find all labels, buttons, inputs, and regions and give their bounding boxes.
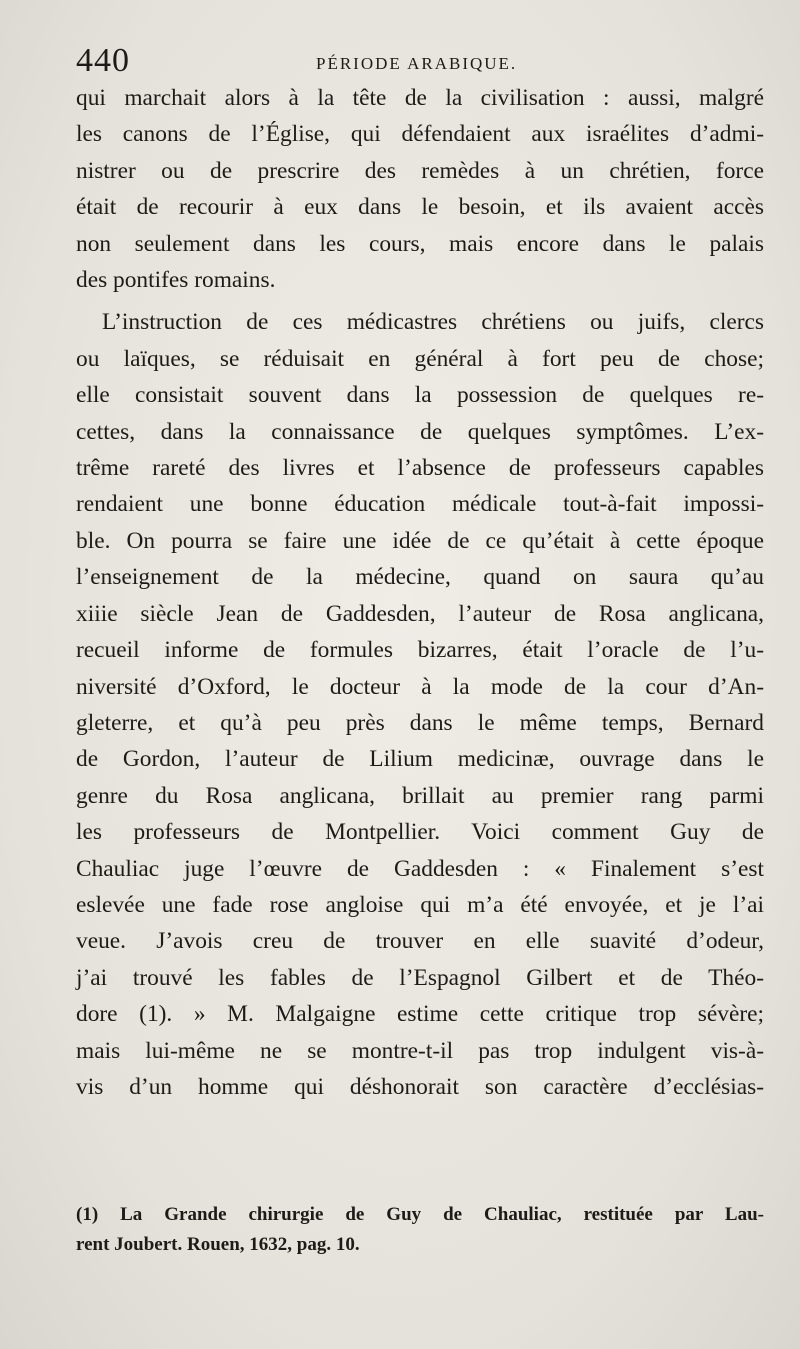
text-line: nistrer ou de prescrire des remèdes à un chrétien, force <box>76 157 764 184</box>
text-line: ble. On pourra se faire une idée de ce qu’était à cette époque <box>76 527 764 554</box>
text-line: était de recourir à eux dans le besoin, et ils avaient accès <box>76 194 764 221</box>
text-line: les professeurs de Montpellier. Voici comment Guy de <box>76 819 764 846</box>
text-line: Chauliac juge l’œuvre de Gaddesden : « Finalement s’est <box>76 855 764 882</box>
page-number: 440 <box>76 42 130 79</box>
text-line: genre du Rosa anglicana, brillait au premier rang parmi <box>76 782 764 809</box>
text-line: les canons de l’Église, qui défendaient aux israélites d’admi- <box>76 121 764 148</box>
text-line: gleterre, et qu’à peu près dans le même temps, Bernard <box>76 709 764 736</box>
paragraph-2 <box>76 304 764 1105</box>
text-line: veue. J’avois creu de trouver en elle suavité d’odeur, <box>76 928 764 955</box>
text-line: elle consistait souvent dans la possession de quelques re- <box>76 382 764 409</box>
text-line: recueil informe de formules bizarres, était l’oracle de l’u- <box>76 637 764 664</box>
text-line: vis d’un homme qui déshonorait son caractère d’ecclésias- <box>76 1073 764 1100</box>
running-head: PÉRIODE ARABIQUE. <box>316 54 518 73</box>
text-line: des pontifes romains. <box>76 267 276 294</box>
text-line: ou laïques, se réduisait en général à fort peu de chose; <box>76 345 764 372</box>
footnote-line: (1) La Grande chirurgie de Guy de Chauliac, restituée par Lau- <box>76 1204 764 1225</box>
body-text <box>76 80 764 1105</box>
text-line: L’instruction de ces médicastres chrétiens ou juifs, clercs <box>102 309 764 336</box>
text-line: cettes, dans la connaissance de quelques symptômes. L’ex- <box>76 418 764 445</box>
footnote <box>76 1200 764 1260</box>
page-header <box>76 42 766 82</box>
paragraph-1 <box>76 80 764 298</box>
text-line: dore (1). » M. Malgaigne estime cette critique trop sévère; <box>76 1001 764 1028</box>
text-line: l’enseignement de la médecine, quand on saura qu’au <box>76 564 764 591</box>
text-line: j’ai trouvé les fables de l’Espagnol Gilbert et de Théo- <box>76 964 764 991</box>
text-line: rendaient une bonne éducation médicale tout-à-fait impossi- <box>76 491 764 518</box>
text-line: niversité d’Oxford, le docteur à la mode de la cour d’An- <box>76 673 764 700</box>
text-line: qui marchait alors à la tête de la civilisation : aussi, malgré <box>76 85 764 111</box>
text-line: de Gordon, l’auteur de Lilium medicinæ, ouvrage dans le <box>76 746 764 773</box>
footnote-line: rent Joubert. Rouen, 1632, pag. 10. <box>76 1234 360 1255</box>
text-line: trême rareté des livres et l’absence de professeurs capables <box>76 455 764 482</box>
text-line: mais lui-même ne se montre-t-il pas trop indulgent vis-à- <box>76 1037 764 1064</box>
text-line: eslevée une fade rose angloise qui m’a été envoyée, et je l’ai <box>76 891 764 918</box>
text-line: non seulement dans les cours, mais encore dans le palais <box>76 230 764 257</box>
text-line: xiiie siècle Jean de Gaddesden, l’auteur de Rosa anglicana, <box>76 600 764 627</box>
